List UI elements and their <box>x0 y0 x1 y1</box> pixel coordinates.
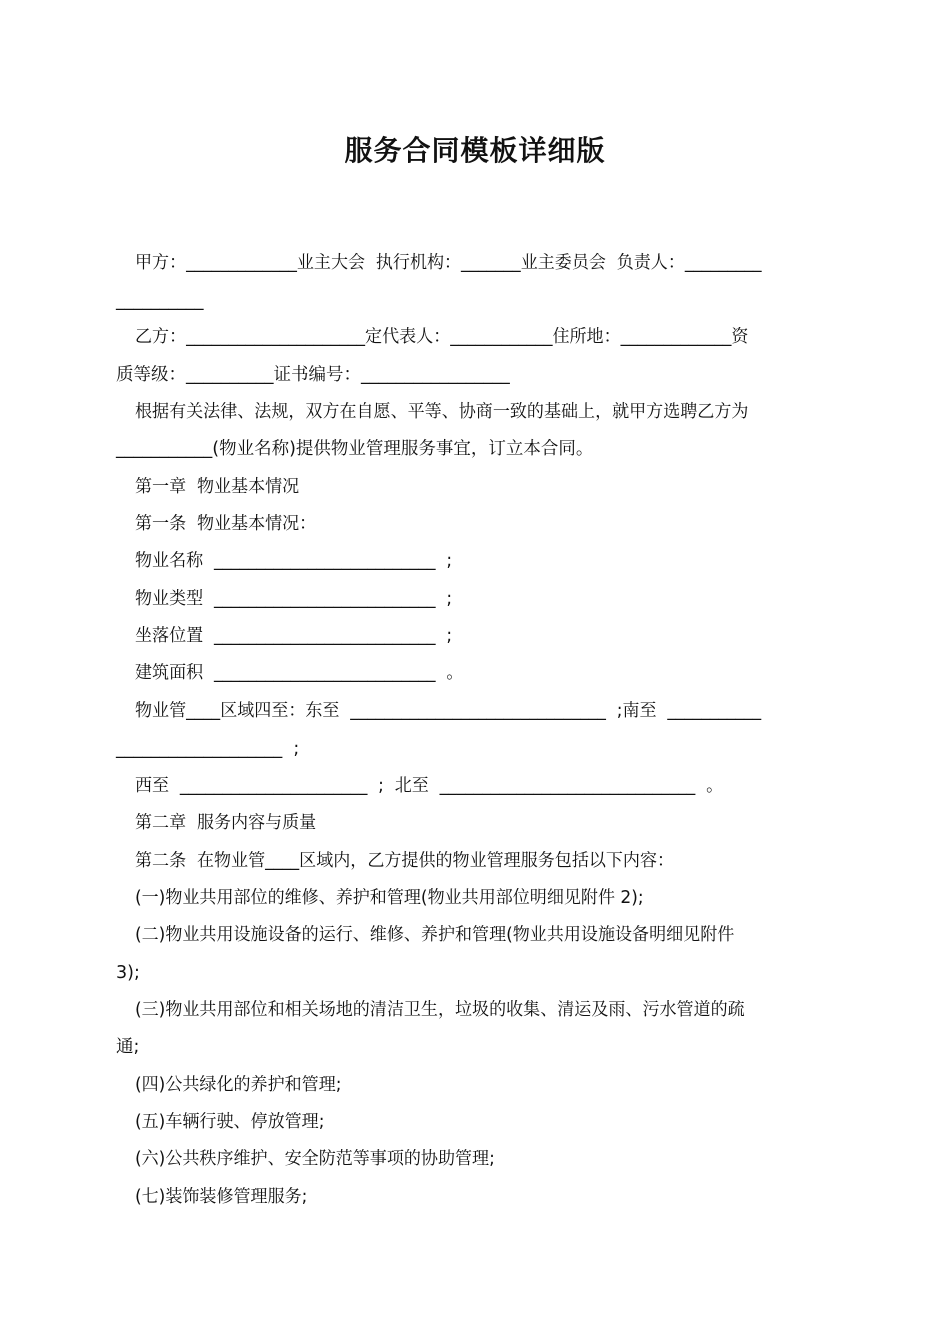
property-name-field: 物业名称 __________________________ ; <box>135 551 453 571</box>
party-a-line-cont: __________ <box>116 291 204 311</box>
preamble-line: 根据有关法律、法规，双方在自愿、平等、协商一致的基础上，就甲方选聘乙方为 <box>135 402 749 422</box>
property-type-field: 物业类型 __________________________ ; <box>135 589 453 609</box>
chapter-heading: 第一章 物业基本情况 <box>135 477 300 497</box>
property-location-field: 坐落位置 __________________________ ; <box>135 626 453 646</box>
page-title: 服务合同模板详细版 <box>344 134 606 167</box>
preamble-line-cont: ___________(物业名称)提供物业管理服务事宜，订立本合同。 <box>116 439 594 459</box>
list-item: (四)公共绿化的养护和管理; <box>135 1075 342 1095</box>
building-area-field: 建筑面积 __________________________ 。 <box>135 663 464 683</box>
article-heading: 第二条 在物业管____区域内，乙方提供的物业管理服务包括以下内容： <box>135 851 675 871</box>
list-item: (二)物业共用设施设备的运行、维修、养护和管理(物业共用设施设备明细见附件 <box>135 925 735 945</box>
list-item-cont: 3); <box>116 963 140 983</box>
article-heading: 第一条 物业基本情况： <box>135 514 317 534</box>
chapter-heading: 第二章 服务内容与质量 <box>135 813 317 833</box>
party-a-line: 甲方：_____________业主大会 执行机构：_______业主委员会 负责人：_________ <box>135 253 762 273</box>
list-item: (三)物业共用部位和相关场地的清洁卫生，垃圾的收集、清运及雨、污水管道的疏 <box>135 1000 745 1020</box>
boundaries-line-cont: ___________________ ; <box>116 739 300 759</box>
list-item-cont: 通; <box>116 1037 140 1057</box>
list-item: (六)公共秩序维护、安全防范等事项的协助管理; <box>135 1149 495 1169</box>
boundaries-line: 物业管____区域四至：东至 ______________________________ ;南至 ___________ <box>135 701 762 721</box>
boundaries-west-north: 西至 ______________________ ; 北至 ______________________________ 。 <box>135 776 724 796</box>
list-item: (一)物业共用部位的维修、养护和管理(物业共用部位明细见附件 2); <box>135 888 644 908</box>
party-b-line: 乙方：_____________________定代表人：____________住所地：_____________资 <box>135 327 749 347</box>
list-item: (七)装饰装修管理服务; <box>135 1187 308 1207</box>
party-b-line-cont: 质等级：__________证书编号：_________________ <box>116 365 510 385</box>
list-item: (五)车辆行驶、停放管理; <box>135 1112 325 1132</box>
